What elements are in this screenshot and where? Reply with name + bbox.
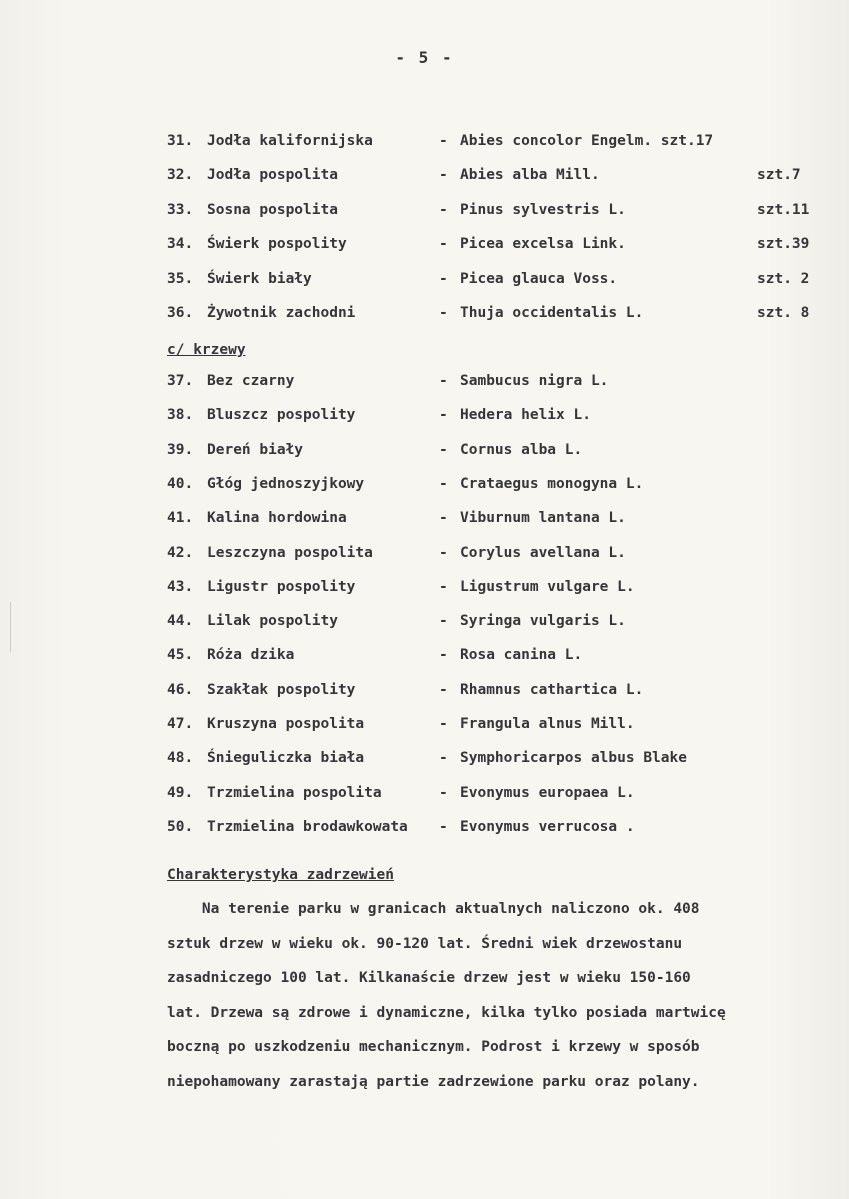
species-number: 49. bbox=[167, 784, 194, 801]
separator-dash: - bbox=[439, 441, 448, 458]
characteristics-heading: Charakterystyka zadrzewień bbox=[167, 867, 394, 883]
species-number: 35. bbox=[167, 270, 194, 287]
separator-dash: - bbox=[439, 750, 448, 767]
latin-name: Hedera helix L. bbox=[460, 407, 591, 424]
species-row bbox=[167, 269, 827, 289]
separator-dash: - bbox=[439, 818, 448, 835]
separator-dash: - bbox=[439, 270, 448, 287]
species-row bbox=[167, 577, 827, 597]
polish-name: Dereń biały bbox=[207, 441, 304, 458]
polish-name: Trzmielina pospolita bbox=[207, 784, 382, 801]
species-row bbox=[167, 440, 827, 460]
specimen-count: szt. 2 bbox=[757, 270, 810, 287]
separator-dash: - bbox=[439, 201, 448, 218]
species-number: 36. bbox=[167, 305, 194, 321]
polish-name: Żywotnik zachodni bbox=[207, 305, 356, 321]
paragraph-line: sztuk drzew w wieku ok. 90-120 lat. Średni wiek drzewostanu bbox=[167, 935, 683, 952]
polish-name: Lilak pospolity bbox=[207, 613, 338, 630]
latin-name: Cornus alba L. bbox=[460, 441, 583, 458]
species-number: 46. bbox=[167, 681, 194, 698]
page-edge-mark bbox=[0, 602, 11, 652]
latin-name: Sambucus nigra L. bbox=[460, 373, 609, 389]
separator-dash: - bbox=[439, 407, 448, 424]
polish-name: Kalina hordowina bbox=[207, 510, 347, 527]
separator-dash: - bbox=[439, 373, 448, 389]
polish-name: Głóg jednoszyjkowy bbox=[207, 475, 365, 492]
latin-name: Crataegus monogyna L. bbox=[460, 475, 644, 492]
paragraph-line: Na terenie parku w granicach aktualnych naliczono ok. 408 bbox=[167, 901, 700, 917]
polish-name: Róża dzika bbox=[207, 647, 295, 664]
separator-dash: - bbox=[439, 167, 448, 184]
species-row bbox=[167, 543, 827, 563]
specimen-count: szt.39 bbox=[757, 236, 810, 253]
species-row bbox=[167, 748, 827, 768]
polish-name: Szakłak pospolity bbox=[207, 681, 356, 698]
section-heading-shrubs: c/ krzewy bbox=[167, 342, 246, 358]
species-row bbox=[167, 783, 827, 803]
latin-name: Picea excelsa Link. bbox=[460, 236, 626, 253]
latin-name: Ligustrum vulgare L. bbox=[460, 578, 635, 595]
paragraph-line: zasadniczego 100 lat. Kilkanaście drzew jest w wieku 150-160 bbox=[167, 970, 691, 987]
separator-dash: - bbox=[439, 305, 448, 321]
species-row bbox=[167, 508, 827, 528]
separator-dash: - bbox=[439, 613, 448, 630]
polish-name: Bluszcz pospolity bbox=[207, 407, 356, 424]
species-number: 48. bbox=[167, 750, 194, 767]
polish-name: Kruszyna pospolita bbox=[207, 716, 365, 732]
paragraph-line: boczną po uszkodzeniu mechanicznym. Podrost i krzewy w sposób bbox=[167, 1039, 700, 1056]
latin-name: Frangula alnus Mill. bbox=[460, 716, 635, 732]
separator-dash: - bbox=[439, 133, 457, 149]
species-row bbox=[167, 200, 827, 220]
species-number: 40. bbox=[167, 475, 194, 492]
species-number: 34. bbox=[167, 236, 194, 253]
polish-name: Jodła pospolita bbox=[207, 167, 338, 184]
species-number: 41. bbox=[167, 510, 194, 527]
species-row bbox=[167, 680, 827, 700]
separator-dash: - bbox=[439, 716, 448, 732]
species-row bbox=[167, 817, 827, 837]
species-number: 45. bbox=[167, 647, 194, 664]
species-row bbox=[167, 714, 827, 734]
latin-name: Symphoricarpos albus Blake bbox=[460, 750, 687, 767]
separator-dash: - bbox=[439, 510, 448, 527]
latin-name: Evonymus verrucosa . bbox=[460, 818, 635, 835]
species-number: 47. bbox=[167, 716, 194, 732]
species-number: 44. bbox=[167, 613, 194, 630]
paragraph-line: lat. Drzewa są zdrowe i dynamiczne, kilka tylko posiada martwicę bbox=[167, 1004, 726, 1021]
latin-name: Evonymus europaea L. bbox=[460, 784, 635, 801]
separator-dash: - bbox=[439, 236, 448, 253]
species-number: 39. bbox=[167, 441, 194, 458]
species-number: 33. bbox=[167, 201, 194, 218]
species-number: 38. bbox=[167, 407, 194, 424]
species-row bbox=[167, 405, 827, 425]
separator-dash: - bbox=[439, 681, 448, 698]
latin-name: Pinus sylvestris L. bbox=[460, 201, 626, 218]
latin-name: Syringa vulgaris L. bbox=[460, 613, 626, 630]
latin-name: Abies alba Mill. bbox=[460, 167, 600, 184]
species-number: 50. bbox=[167, 818, 194, 835]
species-row bbox=[167, 303, 827, 323]
species-number: 42. bbox=[167, 544, 194, 561]
separator-dash: - bbox=[439, 475, 448, 492]
separator-dash: - bbox=[439, 578, 448, 595]
latin-name: Thuja occidentalis L. bbox=[460, 305, 644, 321]
species-row bbox=[167, 131, 827, 151]
species-number: 32. bbox=[167, 167, 194, 184]
polish-name: Sosna pospolita bbox=[207, 201, 338, 218]
latin-name: Rhamnus cathartica L. bbox=[460, 681, 644, 698]
species-row bbox=[167, 371, 827, 391]
species-row bbox=[167, 234, 827, 254]
species-row bbox=[167, 645, 827, 665]
polish-name: Bez czarny bbox=[207, 373, 295, 389]
species-row bbox=[167, 611, 827, 631]
polish-name: Leszczyna pospolita bbox=[207, 544, 373, 561]
polish-name: Świerk pospolity bbox=[207, 236, 347, 253]
latin-name: Rosa canina L. bbox=[460, 647, 583, 664]
separator-dash: - bbox=[439, 544, 448, 561]
species-row bbox=[167, 474, 827, 494]
polish-name: Świerk biały bbox=[207, 270, 312, 287]
separator-dash: - bbox=[439, 647, 448, 664]
specimen-count: szt. 8 bbox=[757, 305, 810, 321]
polish-name: Ligustr pospolity bbox=[207, 578, 356, 595]
species-row bbox=[167, 165, 827, 185]
page-number: - 5 - bbox=[395, 48, 454, 67]
species-number: 37. bbox=[167, 373, 194, 389]
specimen-count: szt.7 bbox=[757, 167, 801, 184]
polish-name: Trzmielina brodawkowata bbox=[207, 818, 408, 835]
polish-name: Jodła kalifornijska bbox=[207, 133, 373, 149]
specimen-count: szt.11 bbox=[757, 201, 810, 218]
latin-name: Corylus avellana L. bbox=[460, 544, 626, 561]
latin-name: Viburnum lantana L. bbox=[460, 510, 626, 527]
species-number: 43. bbox=[167, 578, 194, 595]
species-number: 31. bbox=[167, 133, 194, 149]
latin-name: Picea glauca Voss. bbox=[460, 270, 618, 287]
separator-dash: - bbox=[439, 784, 448, 801]
paragraph-line: niepohamowany zarastają partie zadrzewione parku oraz polany. bbox=[167, 1074, 700, 1090]
latin-name: Abies concolor Engelm. szt.17 bbox=[460, 133, 714, 149]
polish-name: Śnieguliczka biała bbox=[207, 750, 365, 767]
